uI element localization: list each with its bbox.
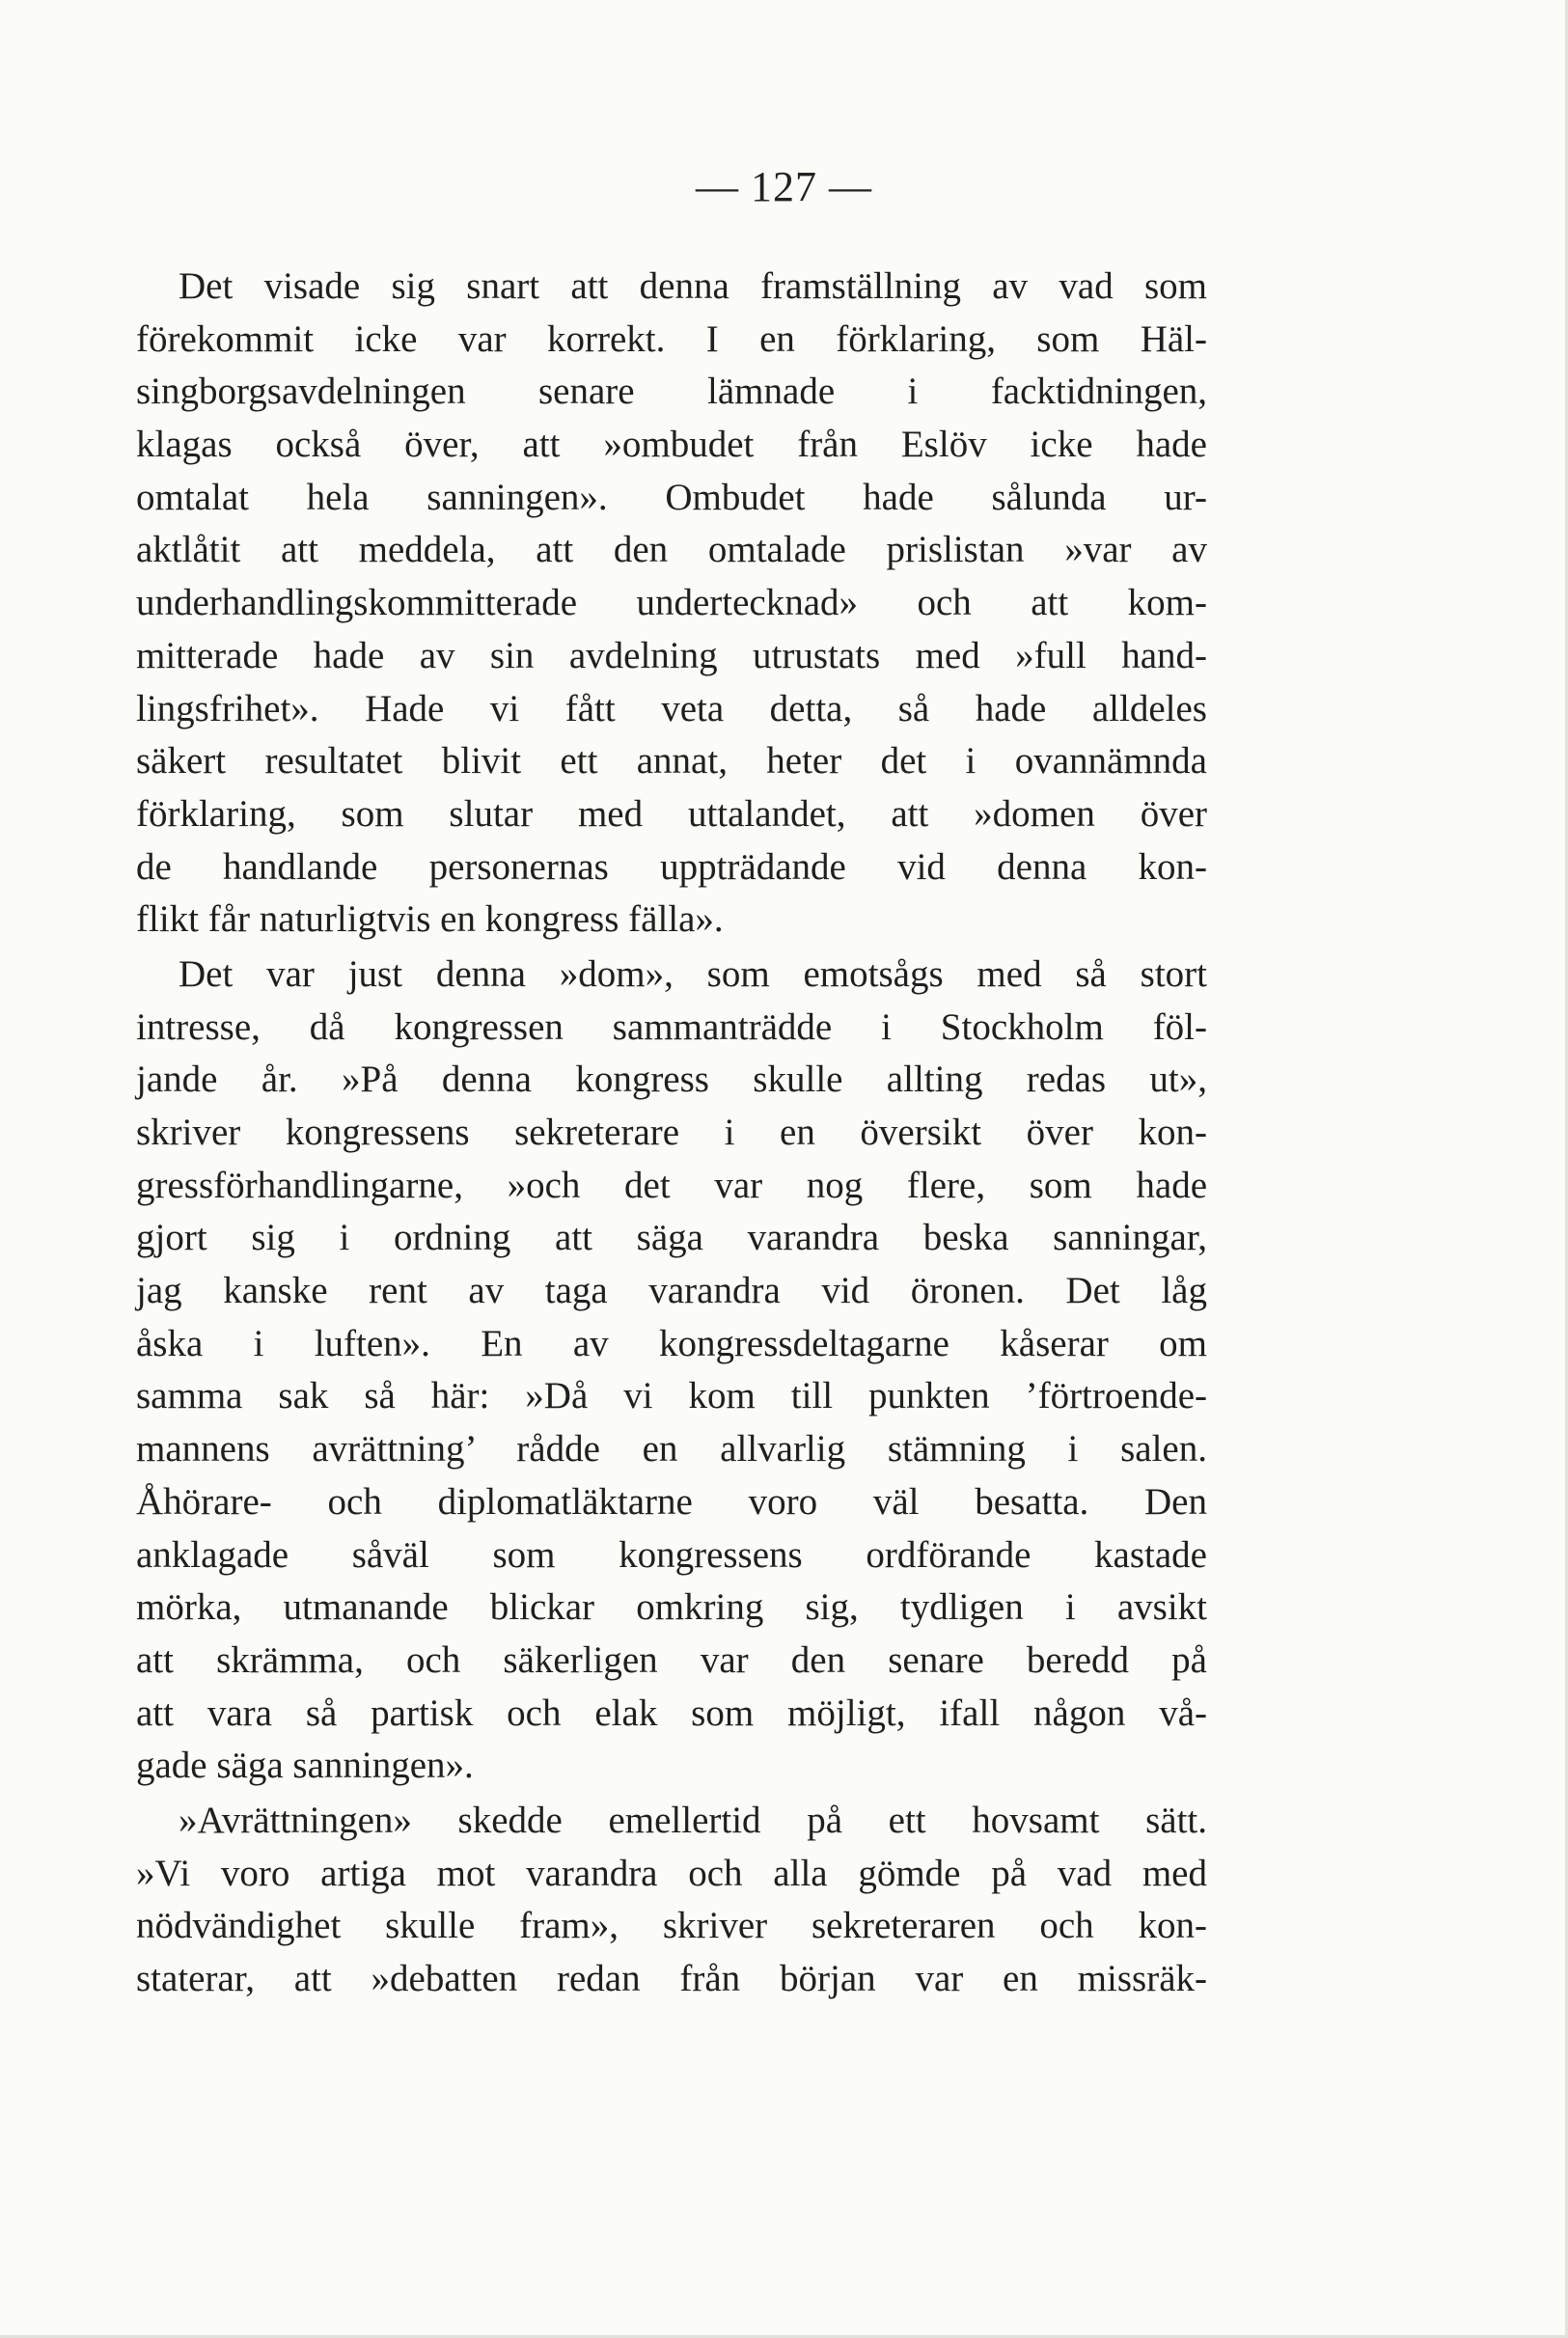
- text-line: omtalat hela sanningen». Ombudet hade sålunda ur-: [136, 476, 1207, 518]
- paragraph-2: [136, 949, 1207, 1793]
- text-line: mörka, utmanande blickar omkring sig, tydligen i avsikt: [136, 1586, 1207, 1629]
- text-line: de handlande personernas uppträdande vid denna kon-: [136, 845, 1207, 888]
- text-line: staterar, att »debatten redan från början var en missräk-: [136, 1958, 1207, 1999]
- paragraph-1: [136, 261, 1207, 947]
- page-number: — 127 —: [696, 163, 872, 210]
- text-line: nödvändighet skulle fram», skriver sekreteraren och kon-: [136, 1905, 1207, 1947]
- text-line: singborgsavdelningen senare lämnade i facktidningen,: [136, 371, 1207, 413]
- text-line: klagas också över, att »ombudet från Eslöv icke hade: [136, 424, 1207, 466]
- paragraph-3: [136, 1795, 1207, 2006]
- text-line: Det visade sig snart att denna framställning av vad som: [179, 265, 1207, 307]
- text-line: »Vi voro artiga mot varandra och alla gömde på vad med: [136, 1852, 1207, 1894]
- text-line: jande år. »På denna kongress skulle allting redas ut»,: [136, 1059, 1207, 1101]
- text-line: samma sak så här: »Då vi kom till punkten ’förtroende-: [136, 1375, 1207, 1417]
- text-line: mannens avrättning’ rådde en allvarlig stämning i salen.: [136, 1428, 1207, 1471]
- text-line: »Avrättningen» skedde emellertid på ett hovsamt sätt.: [179, 1799, 1207, 1841]
- text-line: att skrämma, och säkerligen var den senare beredd på: [136, 1638, 1207, 1681]
- text-line: säkert resultatet blivit ett annat, heter det i ovannämnda: [136, 740, 1207, 783]
- text-line: flikt får naturligtvis en kongress fälla».: [136, 898, 724, 941]
- text-line: anklagade såväl som kongressens ordförande kastade: [136, 1533, 1207, 1576]
- text-line: gade säga sanningen».: [136, 1745, 474, 1787]
- text-line: gressförhandlingarne, »och det var nog flere, som hade: [136, 1164, 1207, 1206]
- text-line: intresse, då kongressen sammanträdde i Stockholm föl-: [136, 1005, 1207, 1048]
- body-text: [136, 261, 1207, 2006]
- text-line: mitterade hade av sin avdelning utrustats med »full hand-: [136, 634, 1207, 676]
- text-line: Det var just denna »dom», som emotsågs med så stort: [179, 952, 1207, 995]
- text-line: gjort sig i ordning att säga varandra beska sanningar,: [136, 1217, 1207, 1259]
- text-line: Åhörare- och diplomatläktarne voro väl besatta. Den: [136, 1480, 1207, 1523]
- text-line: förekommit icke var korrekt. I en förklaring, som Häl-: [136, 317, 1207, 360]
- text-line: förklaring, som slutar med uttalandet, att »domen över: [136, 792, 1207, 835]
- text-line: underhandlingskommitterade undertecknad» och att kom-: [136, 582, 1207, 624]
- text-line: att vara så partisk och elak som möjligt, ifall någon vå-: [136, 1692, 1207, 1734]
- text-line: åska i luften». En av kongressdeltagarne kåserar om: [136, 1322, 1207, 1364]
- text-line: aktlåtit att meddela, att den omtalade prislistan »var av: [136, 529, 1207, 571]
- text-line: skriver kongressens sekreterare i en översikt över kon-: [136, 1112, 1207, 1153]
- text-line: jag kanske rent av taga varandra vid öronen. Det låg: [136, 1270, 1207, 1312]
- text-line: lingsfrihet». Hade vi fått veta detta, så hade alldeles: [136, 687, 1207, 729]
